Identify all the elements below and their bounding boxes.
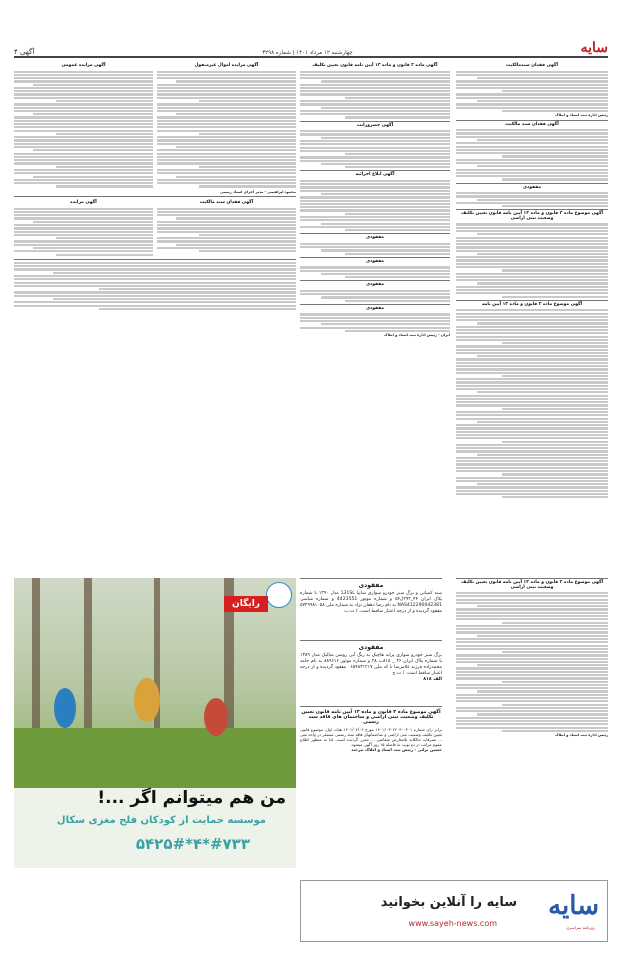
dateline: چهارشنبه ۱۲ مرداد ۱۴۰۱ | شماره ۳۲۹۸ xyxy=(262,50,353,56)
notice-title: مفقودی xyxy=(365,305,385,311)
notice-title: آگهی مزایده xyxy=(70,200,97,206)
page-number xyxy=(14,48,34,56)
lost-notice xyxy=(300,578,442,615)
wide-notice xyxy=(14,262,296,310)
registration-notice-signature: حسین براتی - رئیس ثبت اسناد و املاک بیرجند xyxy=(351,747,442,752)
notice-body xyxy=(456,192,608,207)
page-number-value: ۴ xyxy=(14,48,18,56)
column-left xyxy=(14,62,296,572)
notice-title: آگهی موضوع ماده ۳ قانون و ماده ۱۳ آیین نامه xyxy=(481,301,583,307)
tree-trunk xyxy=(84,578,92,748)
masthead-logo: سایه xyxy=(580,40,608,56)
notice-title: آگهی فقدان سندمالکیت xyxy=(506,63,558,68)
tree-trunk xyxy=(154,578,160,748)
notice-body xyxy=(300,180,450,231)
notice-body xyxy=(300,266,450,278)
child-figure xyxy=(54,688,76,728)
notice-body xyxy=(300,130,450,168)
page-label: آگهی xyxy=(20,48,35,56)
notice-title: آگهی موضوع ماده ۳ قانون و ماده ۱۳ آیین نامه قانون تعیین تکلیف وضعیت ثبتی اراضی xyxy=(460,211,604,221)
notice-signature: رئیس اداره ثبت اسناد و املاک xyxy=(555,733,608,738)
notice-title: آگهی مزایده عمومی xyxy=(61,63,106,68)
child-figure xyxy=(134,678,160,722)
notice-body xyxy=(300,243,450,255)
left-subcolumn-a xyxy=(157,62,296,189)
notice-title: آگهی فقدان سند مالکیت xyxy=(199,200,254,206)
notice-signature: رئیس اداره ثبت اسناد و املاک xyxy=(555,113,608,118)
notice-signature: ایران - رئیس اداره ثبت اسناد و املاک xyxy=(384,333,450,338)
notice-body xyxy=(300,313,450,332)
banner-url-link[interactable]: www.sayeh-news.com xyxy=(408,919,497,928)
notice-body xyxy=(157,208,296,253)
free-badge: رایگان xyxy=(224,596,268,612)
donation-ussd-code[interactable]: #۷۳۳*۴*۵۴۲۵# xyxy=(135,835,250,853)
column-middle xyxy=(300,62,450,572)
banner-logo: سایه xyxy=(548,891,599,921)
notice-body xyxy=(300,71,450,119)
notice-body xyxy=(300,290,450,302)
notice-body xyxy=(157,71,296,188)
charity-ad[interactable] xyxy=(14,578,296,868)
registration-notice-title: آگهی موضوع ماده ۳ قانون و ماده ۱۳ آیین نامه قانون تعیین تکلیف وضعیت ثبتی اراضی و ساختمان های فاقد سند رسمی xyxy=(301,710,441,725)
notice-title: آگهی ماده ۳ قانون و ماده ۱۳ آیین نامه قانون تعیین تکلیف xyxy=(312,63,438,68)
notice-body xyxy=(456,592,608,732)
lost-notice xyxy=(300,640,442,683)
page-header xyxy=(14,40,608,58)
lost-notice-title: مفقودی xyxy=(358,644,384,651)
left-subcolumn-d xyxy=(14,199,153,257)
banner-tagline: روزنامه سراسری xyxy=(565,925,595,930)
notice-title: مفقودی xyxy=(365,235,385,241)
notice-title: آگهی موضوع ماده ۳ قانون و ماده ۱۳ آیین نامه قانون تعیین تکلیف وضعیت ثبتی اراضی xyxy=(460,580,604,590)
registration-notice xyxy=(300,706,442,753)
notice-body xyxy=(14,208,153,256)
registration-notice-body: برابر رای شماره ۱۴۰۱۶۰۳۰۴۲۰۳۰۰۳۰۱ مورخ ۱۴۰۱/۰۴/۰۶ هیات اول، موضوع قانون تعیین تکلیف وضعیت ثبتی اراضی و ساختمانهای فاقد سند رسمی مستقر در واحد ثبتی ... تصرفات مالکانه بلامعارض متقاضی ... محرز گردیده است. لذا به منظور اطلاع عموم مراتب در دو نوبت به فاصله ۱۵ روز آگهی میشود. xyxy=(300,727,442,747)
tree-trunk xyxy=(32,578,40,748)
notice-body xyxy=(456,129,608,180)
lost-notice-body: برگ سبز خودرو سواری پراید هاچبک به رنگ آبی روشن متالیک مدل ۱۳۸۹ با شماره پلاک ایران ۲۶ _ ۸۱۸ب ۲۸ و شماره موتور ۸۸۹۶۱۶ به نام حامد محمدزاده فرزند غلامرضا با کد ملی ۰۶۵۴۸۳۱۲۱۷ مفقود گردیده و از درجه اعتبار ساقط است. / ت.ح xyxy=(300,653,442,676)
lost-notice-title: مفقودی xyxy=(358,582,384,589)
notice-title: مفقودی xyxy=(522,184,542,190)
notice-body xyxy=(456,309,608,498)
online-banner[interactable] xyxy=(300,880,608,942)
ad-organization: موسسه حمایت از کودکان فلج مغزی سکال xyxy=(56,815,266,826)
notice-title: آگهی ابلاغ اجرائیه xyxy=(355,172,395,178)
notice-title: آگهی مزایده اموال غیرمنقول xyxy=(194,63,259,68)
banner-text: سایه را آنلاین بخوانید xyxy=(380,895,517,910)
notice-body xyxy=(456,223,608,297)
notice-title: آگهی فقدان سند مالکیت xyxy=(505,121,559,127)
notice-title: مفقودی xyxy=(365,282,385,288)
ad-grass xyxy=(14,728,296,788)
notice-body xyxy=(14,71,153,188)
notice-title: مفقودی xyxy=(365,258,385,264)
child-figure xyxy=(204,698,228,736)
lost-notice-body: سند کمپانی و برگ سبز خودرو سواری سایپا 131SL مدل ۱۳۹۰ با شماره پلاک ایران ۴۴_۲۹۲ل۵۴ و شماره موتور 4423551 و شماره شاسی NAS412290042381 به نام رضا دهقان نژاد به شماره ملی ۵۷۲۹۹۸۱۰۵۸ مفقود گردیده و از درجه اعتبار ساقط است. / ت.ب xyxy=(300,591,442,614)
notice-title: آگهی حصروراثت xyxy=(356,122,394,128)
column-right-lower xyxy=(456,578,608,868)
charity-logo-icon xyxy=(266,582,292,608)
ad-headline: من هم میتوانم اگر ...! xyxy=(97,788,286,808)
lost-notice-ref: الف ۸۱۸ xyxy=(423,677,442,682)
left-subcolumn-b xyxy=(14,62,153,189)
left-subcolumn-c xyxy=(157,199,296,257)
notice-signature: محمود ابراهیمی - مدیر اجرای اسناد رسمی xyxy=(220,189,296,194)
notice-body xyxy=(456,71,608,113)
